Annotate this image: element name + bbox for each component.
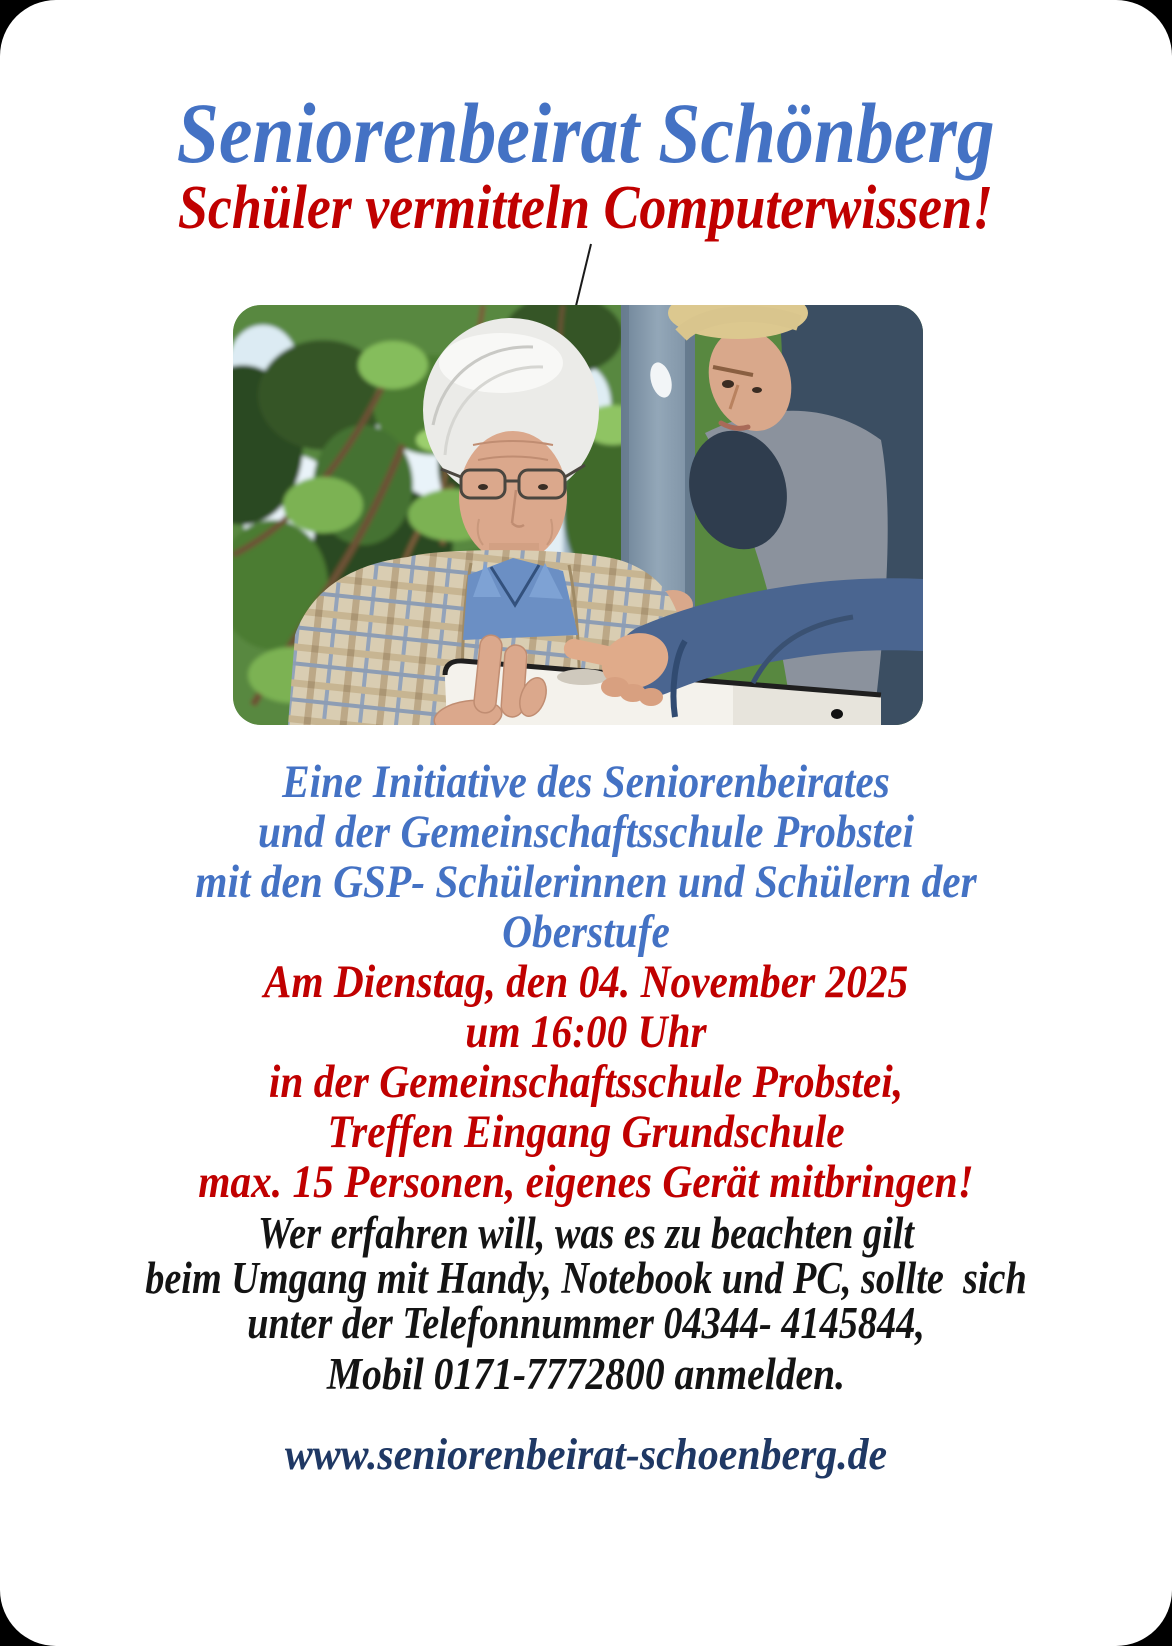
mobile-contact: [70, 1349, 1101, 1399]
info-line-1: Wer erfahren will, was es zu beachten gilt: [258, 1208, 914, 1258]
event-meeting-line: Treffen Eingang Grundschule: [327, 1106, 845, 1158]
mobile-line: Mobil 0171-7772800 anmelden.: [326, 1349, 846, 1399]
registration-info: [88, 1208, 1084, 1348]
website-footer: [29, 1430, 1142, 1480]
event-details: [70, 757, 1101, 1207]
initiative-line-1: Eine Initiative des Seniorenbeirates: [282, 756, 890, 808]
page-subtitle-text: Schüler vermitteln Computerwissen!: [178, 174, 994, 242]
website-url: www.seniorenbeirat-schoenberg.de: [284, 1430, 888, 1479]
initiative-line-4: Oberstufe: [502, 906, 670, 958]
page-title: [0, 85, 1172, 181]
event-date-line: Am Dienstag, den 04. November 2025: [263, 956, 909, 1008]
event-photo-illustration: [233, 305, 923, 725]
page-title-text: Seniorenbeirat Schönberg: [177, 85, 995, 181]
info-line-3: unter der Telefonnummer 04344- 4145844,: [247, 1298, 925, 1348]
event-photo: [233, 305, 923, 725]
event-time-line: um 16:00 Uhr: [465, 1006, 707, 1058]
page-subtitle: [0, 176, 1172, 240]
event-note-line: max. 15 Personen, eigenes Gerät mitbringen!: [198, 1156, 974, 1208]
info-line-2: beim Umgang mit Handy, Notebook und PC, sollte sich: [145, 1253, 1027, 1303]
event-place-line: in der Gemeinschaftsschule Probstei,: [268, 1056, 904, 1108]
callout-line: [570, 242, 596, 312]
initiative-line-3: mit den GSP- Schülerinnen und Schülern der: [195, 856, 977, 908]
initiative-line-2: und der Gemeinschaftsschule Probstei: [257, 806, 915, 858]
